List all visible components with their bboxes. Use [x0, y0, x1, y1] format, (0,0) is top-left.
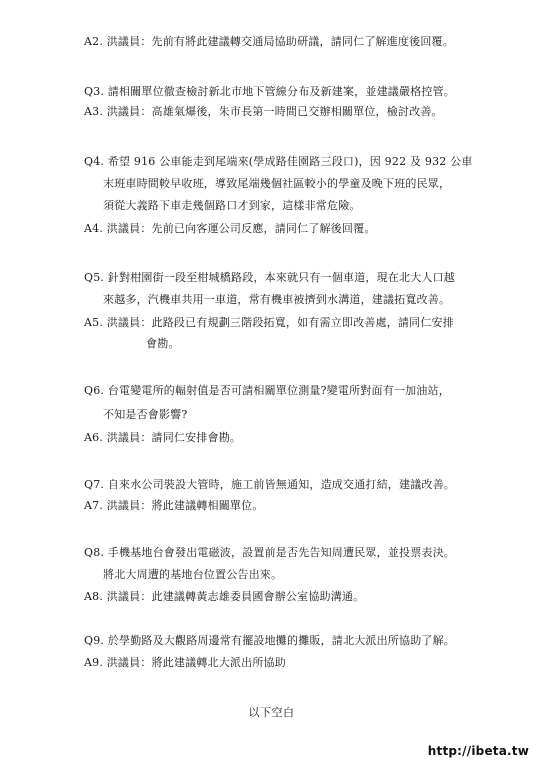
question-q4-line2: 末班車時間較早收班，導致尾端幾個社區較小的學童及晚下班的民眾， — [103, 177, 451, 190]
question-q4-line1: Q4. 希望 916 公車能走到尾端來(學成路佳園路三段口)，因 922 及 932 公車 — [84, 155, 473, 168]
question-q5-line1: Q5. 針對柑園街一段至柑城橋路段，本來就只有一個車道，現在北大人口越 — [84, 271, 456, 284]
answer-a2: A2. 洪議員：先前有將此建議轉交通局協助研議，請同仁了解進度後回覆。 — [84, 35, 454, 48]
answer-a5-line1: A5. 洪議員：此路段已有規劃三階段拓寬，如有需立即改善處，請同仁安排 — [84, 316, 454, 329]
question-q8-line2: 將北大周遭的基地台位置公告出來。 — [103, 568, 283, 581]
answer-a4: A4. 洪議員：先前已向客運公司反應，請同仁了解後回覆。 — [84, 222, 376, 235]
question-q4-line3: 須從大義路下車走幾個路口才到家，這樣非常危險。 — [103, 199, 361, 212]
answer-a9: A9. 洪議員：將此建議轉北大派出所協助 — [84, 656, 286, 669]
question-q6-line2: 不知是否會影響? — [103, 408, 188, 421]
question-q7: Q7. 自來水公司裝設大管時，施工前皆無通知，造成交通打結，建議改善。 — [84, 478, 456, 491]
question-q6-line1: Q6. 台電變電所的輻射值是否可請相關單位測量?變電所對面有一加油站， — [84, 384, 450, 397]
question-q9: Q9. 於學勤路及大觀路周邊常有擺設地攤的攤販，請北大派出所協助了解。 — [84, 634, 456, 647]
answer-a3: A3. 洪議員：高雄氣爆後，朱市長第一時間已交辦相關單位，檢討改善。 — [84, 105, 443, 118]
end-of-content-note: 以下空白 — [248, 706, 295, 719]
answer-a5-line2: 會勘。 — [146, 337, 180, 350]
question-q3: Q3. 請相關單位徹查檢討新北市地下管線分布及新建案，並建議嚴格控管。 — [84, 85, 456, 98]
question-q8-line1: Q8. 手機基地台會發出電磁波，設置前是否先告知周遭民眾，並投票表決。 — [84, 546, 456, 559]
question-q5-line2: 來越多，汽機車共用一車道，常有機車被擠到水溝道，建議拓寬改善。 — [103, 293, 451, 306]
watermark-url: http://ibeta.tw — [427, 744, 529, 758]
answer-a8: A8. 洪議員：此建議轉黃志雄委員國會辦公室協助溝通。 — [84, 590, 365, 603]
answer-a7: A7. 洪議員：將此建議轉相關單位。 — [84, 499, 264, 512]
answer-a6: A6. 洪議員：請同仁安排會勘。 — [84, 431, 242, 444]
